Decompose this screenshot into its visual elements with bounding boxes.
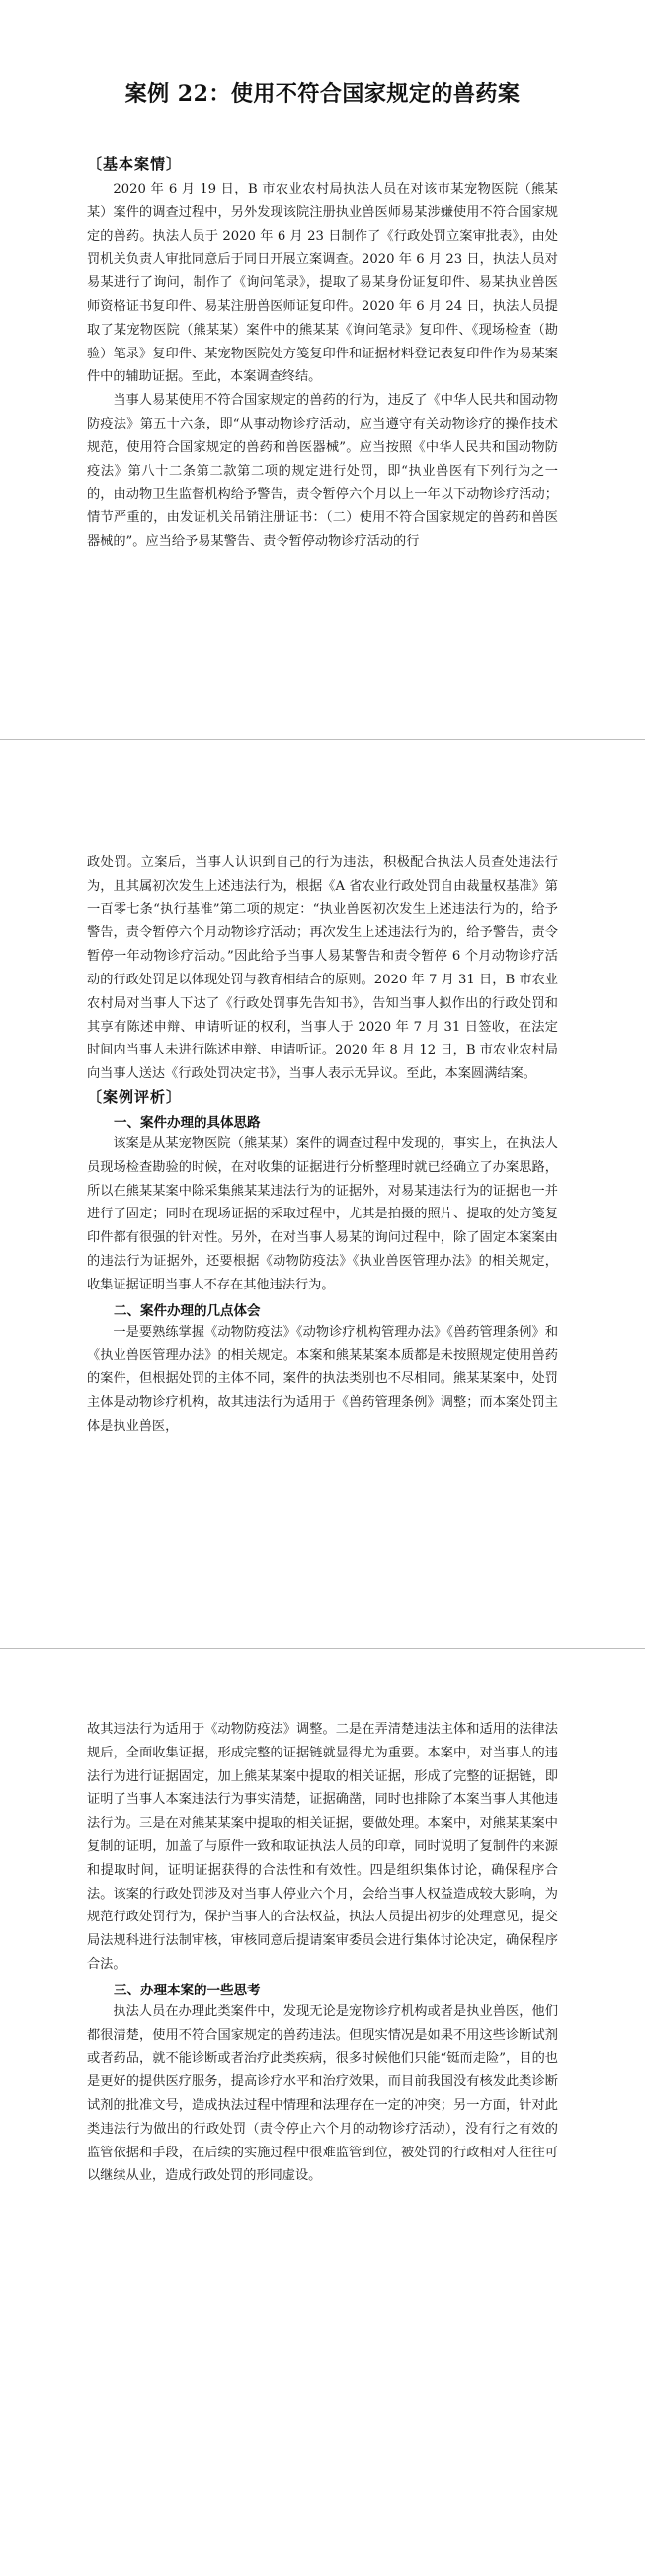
page-divider [0, 739, 645, 740]
case-title: 案例 22：使用不符合国家规定的兽药案 [124, 81, 521, 107]
subheading-experience: 二、案件办理的几点体会 [114, 1302, 261, 1319]
paragraph-review-1: 该案是从某宠物医院（熊某某）案件的调查过程中发现的，事实上，在执法人员现场检查勘验的时候，在对收集的证据进行分析整理时就已经确立了办案思路，所以在熊某某案中除采集熊某某违法行为的证据外，对易某违法行为的证据也一并进行了固定；同时在现场证据的采取过程中，尤其是拍摄的照片、提取的处方笺复印件都有很强的针对性。另外，在对当事人易某的询问过程中，除了固定本案案由的违法行为证据外，还要根据《动物防疫法》《执业兽医管理办法》的相关规定，收集证据证明当事人不存在其他违法行为。 [87, 1135, 558, 1292]
paragraph-review-3: 执法人员在办理此类案件中，发现无论是宠物诊疗机构或者是执业兽医，他们都很清楚，使用不符合国家规定的兽药违法。但现实情况是如果不用这些诊断试剂或者药品，就不能诊断或者治疗此类疾病，很多时候他们只能“铤而走险”，目的也是更好的提供医疗服务，提高诊疗水平和治疗效果，而目前我国没有核发此类诊断试剂的批准文号，造成执法过程中情理和法理存在一定的冲突；另一方面，针对此类违法行为做出的行政处罚（责令停止六个月的动物诊疗活动），没有行之有效的监管依据和手段，在后续的实施过程中很难监管到位，被处罚的行政相对人往往可以继续从业，造成行政处罚的形同虚设。 [87, 2003, 558, 2184]
paragraph-basic-1: 2020 年 6 月 19 日，B 市农业农村局执法人员在对该市某宠物医院（熊某某）案件的调查过程中，另外发现该院注册执业兽医师易某涉嫌使用不符合国家规定的兽药。执法人员于 2020 年 6 月 23 日制作了《行政处罚立案审批表》，由处罚机关负责人审批同意后于同日开展立案调查。2020 年 6 月 23 日，执法人员对易某进行了询问，制作了《询问笔录》，提取了易某身份证复印件、易某执业兽医师资格证书复印件、易某注册兽医师证复印件。2020 年 6 月 24 日，执法人员提取了某宠物医院（熊某某）案件中的熊某某《询问笔录》复印件、《现场检查（勘验）笔录》复印件、某宠物医院处方笺复印件和证据材料登记表复印件作为易某案件中的辅助证据。至此，本案调查终结。 [87, 182, 558, 385]
page-1 [0, 0, 645, 731]
page-2-body [87, 851, 558, 1439]
paragraph-review-2-continued: 故其违法行为适用于《动物防疫法》调整。二是在弄清楚违法主体和适用的法律法规后，全面收集证据，形成完整的证据链就显得尤为重要。本案中，对当事人的违法行为进行证据固定，加上熊某某案中提取的相关证据，形成了完整的证据链，即证明了当事人本案违法行为事实清楚，证据确凿，同时也排除了本案当事人其他违法行为。三是在对熊某某案中提取的相关证据，要做处理。本案中，对熊某某案中复制的证明，加盖了与原件一致和取证执法人员的印章，同时说明了复制件的来源和提取时间，证明证据获得的合法性和有效性。四是组织集体讨论，确保程序合法。该案的行政处罚涉及对当事人停业六个月，会给当事人权益造成较大影响，为规范行政处罚行为，保护当事人的合法权益，执法人员提出初步的处理意见，提交局法规科进行法制审核，审核同意后提请案审委员会进行集体讨论决定，确保程序合法。 [87, 1722, 558, 1972]
section-heading-basic-facts: 〔基本案情〕 [87, 155, 183, 173]
page-1-body [87, 153, 558, 554]
section-heading-case-review: 〔案例评析〕 [87, 1087, 183, 1106]
page-divider [0, 1648, 645, 1649]
page-3 [0, 1659, 645, 2576]
paragraph-basic-2-continued: 政处罚。立案后，当事人认识到自己的行为违法，积极配合执法人员查处违法行为，且其属初次发生上述违法行为，根据《A 省农业行政处罚自由裁量权基准》第一百零七条“执行基准”第二项的规定：“执业兽医初次发生上述违法行为的，给予警告，责令暂停六个月动物诊疗活动；再次发生上述违法行为的，给予警告，责令暂停一年动物诊疗活动。”因此给予当事人易某警告和责令暂停 6 个月动物诊疗活动的行政处罚足以体现处罚与教育相结合的原则。2020 年 7 月 31 日，B 市农业农村局对当事人下达了《行政处罚事先告知书》，告知当事人拟作出的行政处罚和其享有陈述申辩、申请听证的权利，当事人于 2020 年 7 月 31 日签收，在法定时间内当事人未进行陈述申辩、申请听证。2020 年 8 月 12 日，B 市农业农村局向当事人送达《行政处罚决定书》，当事人表示无异议。至此，本案圆满结案。 [87, 855, 558, 1082]
paragraph-review-2: 一是要熟练掌握《动物防疫法》《动物诊疗机构管理办法》《兽药管理条例》和《执业兽医管理办法》的相关规定。本案和熊某某案本质都是未按照规定使用兽药的案件，但根据处罚的主体不同，案件的执法类别也不尽相同。熊某某案中，处罚主体是动物诊疗机构，故其违法行为适用于《兽药管理条例》调整；而本案处罚主体是执业兽医， [87, 1324, 558, 1434]
page-3-body [87, 1718, 558, 2188]
subheading-approach: 一、案件办理的具体思路 [114, 1114, 261, 1131]
page-2 [0, 750, 645, 1639]
subheading-reflections: 三、办理本案的一些思考 [114, 1982, 261, 1998]
paragraph-basic-2: 当事人易某使用不符合国家规定的兽药的行为，违反了《中华人民共和国动物防疫法》第五十六条，即“从事动物诊疗活动，应当遵守有关动物诊疗的操作技术规范，使用符合国家规定的兽药和兽医器械”。应当按照《中华人民共和国动物防疫法》第八十二条第二款第二项的规定进行处罚，即“执业兽医有下列行为之一的，由动物卫生监督机构给予警告，责令暂停六个月以上一年以下动物诊疗活动；情节严重的，由发证机关吊销注册证书：（二）使用不符合国家规定的兽药和兽医器械的”。应当给予易某警告、责令暂停动物诊疗活动的行 [87, 393, 558, 549]
